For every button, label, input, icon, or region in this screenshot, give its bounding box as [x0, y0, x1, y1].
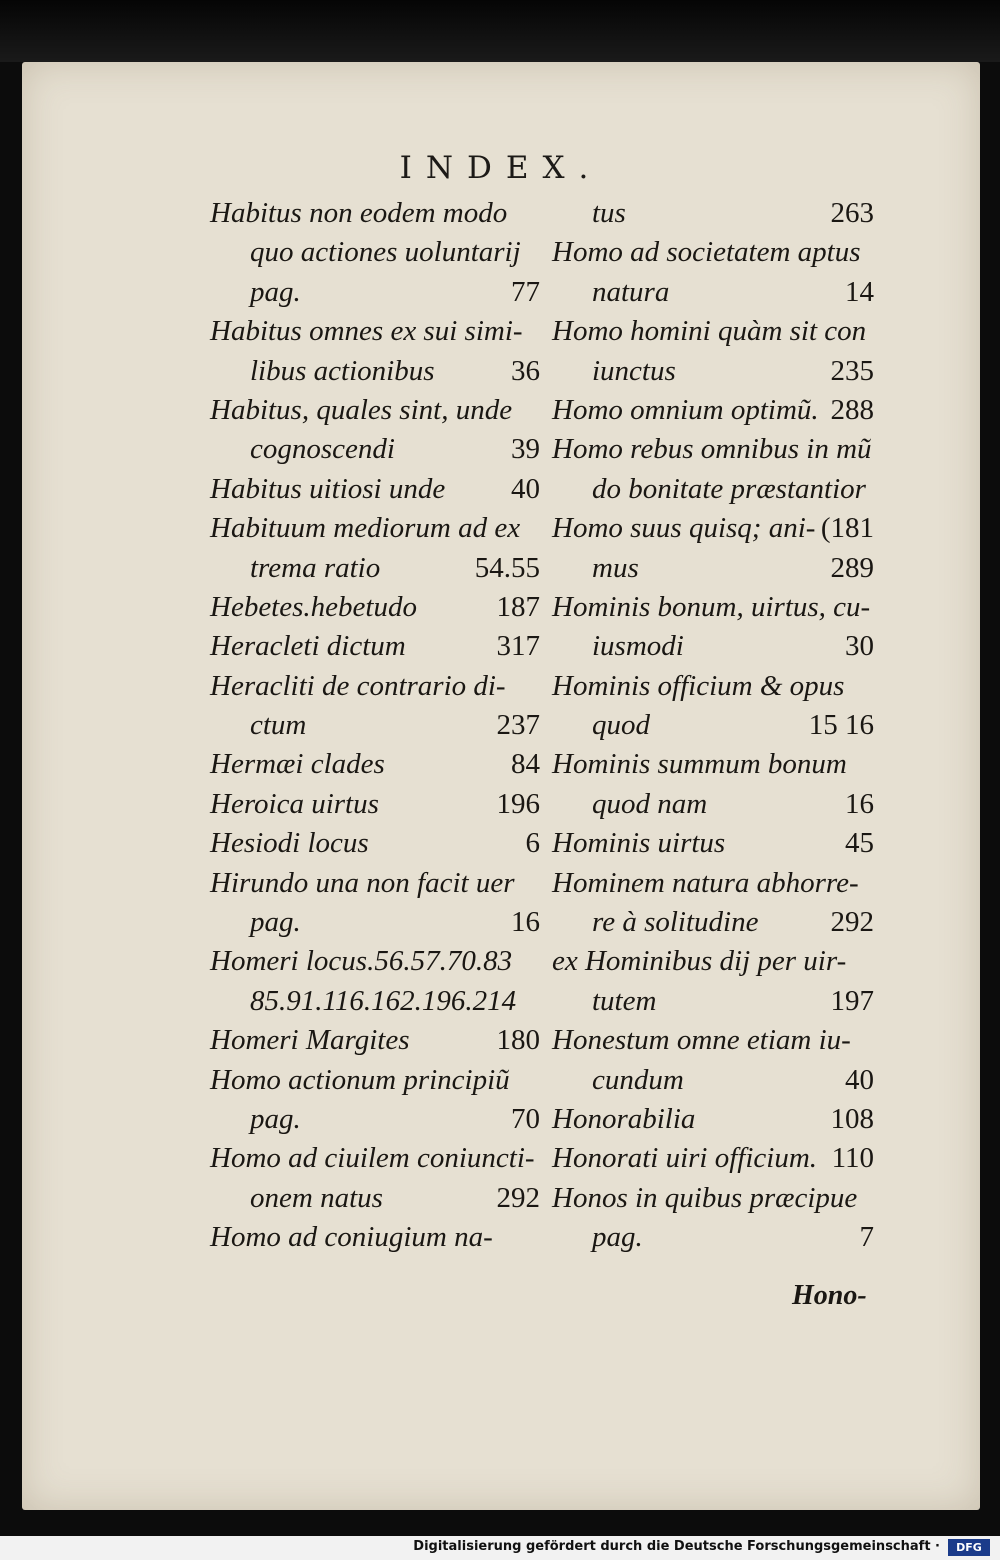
index-entry-line — [210, 785, 540, 824]
index-entry-line — [210, 667, 540, 706]
index-entry-line — [552, 942, 874, 981]
page-title: INDEX. — [399, 150, 603, 186]
entry-text: Hesiodi locus — [210, 827, 369, 860]
catchword: Hono- — [792, 1280, 867, 1311]
page-number: 84 — [511, 748, 540, 781]
entry-text: Homeri locus.56.57.70.83 — [210, 945, 513, 978]
index-entry-line — [210, 273, 540, 312]
index-entry-line — [210, 942, 540, 981]
entry-text: iusmodi — [592, 630, 684, 663]
index-entry-line — [552, 1179, 874, 1218]
page-number: 16 — [511, 906, 540, 939]
index-entry-line — [210, 549, 540, 588]
entry-text: Heracleti dictum — [210, 630, 406, 663]
entry-text: natura — [592, 275, 670, 308]
page-number: 187 — [496, 590, 540, 623]
index-entry-line — [210, 903, 540, 942]
page-number: 30 — [845, 630, 874, 663]
index-entry-line — [210, 1100, 540, 1139]
page-number: (181 — [820, 512, 874, 545]
index-entry-line — [210, 312, 540, 351]
index-entry-line — [552, 785, 874, 824]
index-entry-line — [210, 1061, 540, 1100]
index-entry-line — [210, 864, 540, 903]
index-entry-line — [210, 509, 540, 548]
index-entry-line — [552, 1139, 874, 1178]
index-entry-line — [210, 233, 540, 272]
entry-text: Hominis uirtus — [552, 827, 726, 860]
index-entry-line — [552, 1061, 874, 1100]
entry-text: pag. — [250, 1102, 301, 1135]
page-number: 263 — [830, 197, 874, 229]
entry-text: Habitus, quales sint, unde — [210, 393, 513, 426]
entry-text: Homo homini quàm sit con — [552, 315, 867, 348]
index-entry-line — [552, 667, 874, 706]
entry-text: mus — [592, 551, 639, 584]
index-entry-line — [552, 982, 874, 1021]
entry-text: libus actionibus — [250, 354, 435, 387]
entry-text: Hirundo una non facit uer — [210, 866, 515, 899]
index-entry-line — [210, 430, 540, 469]
index-entry-line — [210, 588, 540, 627]
entry-text: quod — [592, 709, 650, 742]
entry-text: Honorati uiri officium. — [552, 1142, 818, 1175]
book-edge — [0, 0, 1000, 62]
index-entry-line — [210, 470, 540, 509]
index-column-right — [552, 194, 874, 1258]
entry-text: Homo actionum principiũ — [210, 1063, 510, 1096]
entry-text: Hominem natura abhorre- — [552, 866, 859, 899]
entry-text: Homo ad societatem aptus — [552, 236, 861, 269]
dfg-logo: DFG — [948, 1539, 990, 1556]
entry-text: Honorabilia — [552, 1102, 696, 1135]
page-number: 7 — [859, 1221, 874, 1254]
index-entry-line — [552, 1218, 874, 1257]
index-entry-line — [552, 588, 874, 627]
entry-text: Honos in quibus præcipue — [552, 1181, 858, 1214]
index-entry-line — [552, 273, 874, 312]
entry-text: Heracliti de contrario di- — [210, 669, 506, 702]
entry-text: Homo rebus omnibus in mũ — [552, 433, 872, 466]
index-entry-line — [210, 194, 540, 233]
page-number: 180 — [496, 1024, 540, 1057]
index-entry-line — [552, 470, 874, 509]
index-entry-line — [210, 1139, 540, 1178]
page-number: 235 — [830, 354, 874, 387]
entry-text: quod nam — [592, 787, 708, 820]
entry-text: Hermæi clades — [210, 748, 385, 781]
entry-text: Honestum omne etiam iu- — [552, 1024, 851, 1057]
digitization-footer — [0, 1536, 1000, 1560]
index-entry-line — [552, 233, 874, 272]
entry-text: Habituum mediorum ad ex — [210, 512, 521, 545]
page-number: 6 — [525, 827, 540, 860]
index-entry-line — [552, 627, 874, 666]
entry-text: Homo suus quisq; ani- — [552, 512, 816, 545]
page-number: 14 — [845, 275, 874, 308]
page-number: 237 — [496, 709, 540, 742]
page-number: 54.55 — [474, 551, 540, 584]
page-number: 77 — [511, 275, 540, 308]
entry-text: Habitus omnes ex sui simi- — [210, 315, 523, 348]
entry-text: Hominis summum bonum — [552, 748, 847, 781]
page-number: 110 — [831, 1142, 874, 1175]
entry-text: ex Hominibus dij per uir- — [552, 945, 847, 978]
entry-text: 85.91.116.162.196.214 — [250, 984, 517, 1017]
page-number: 197 — [830, 984, 874, 1017]
entry-text: tutem — [592, 984, 657, 1017]
index-entry-line — [210, 1021, 540, 1060]
entry-text: Homo ad coniugium na- — [210, 1221, 493, 1254]
index-entry-line — [552, 706, 874, 745]
entry-text: Habitus non eodem modo — [210, 197, 508, 229]
entry-text: quo actiones uoluntarij — [250, 236, 521, 269]
entry-text: pag. — [250, 275, 301, 308]
index-entry-line — [552, 864, 874, 903]
entry-text: Heroica uirtus — [210, 787, 379, 820]
page-number: 40 — [845, 1063, 874, 1096]
index-entry-line — [210, 391, 540, 430]
entry-text: pag. — [250, 906, 301, 939]
page-number: 36 — [511, 354, 540, 387]
footer-credit: Digitalisierung gefördert durch die Deutsche Forschungsgemeinschaft · — [413, 1539, 940, 1554]
page-number: 15 16 — [808, 709, 874, 742]
entry-text: pag. — [592, 1221, 643, 1254]
entry-text: Homo ad ciuilem coniuncti- — [210, 1142, 535, 1175]
page-number: 40 — [511, 472, 540, 505]
index-entry-line — [210, 1179, 540, 1218]
page-number: 45 — [845, 827, 874, 860]
index-entry-line — [552, 903, 874, 942]
entry-text: Hebetes.hebetudo — [210, 590, 417, 623]
index-entry-line — [552, 194, 874, 233]
entry-text: iunctus — [592, 354, 676, 387]
index-entry-line — [552, 1100, 874, 1139]
entry-text: onem natus — [250, 1181, 383, 1214]
index-entry-line — [552, 549, 874, 588]
page-number: 288 — [830, 393, 874, 426]
entry-text: cundum — [592, 1063, 684, 1096]
entry-text: re à solitudine — [592, 906, 759, 939]
entry-text: trema ratio — [250, 551, 381, 584]
index-entry-line — [552, 509, 874, 548]
index-entry-line — [210, 627, 540, 666]
index-entry-line — [210, 706, 540, 745]
index-entry-line — [210, 745, 540, 784]
entry-text: Hominis officium & opus — [552, 669, 845, 702]
book-page — [22, 62, 980, 1510]
entry-text: Homo omnium optimũ. — [552, 393, 819, 426]
page-number: 70 — [511, 1102, 540, 1135]
index-entry-line — [552, 745, 874, 784]
page-number: 289 — [830, 551, 874, 584]
page-number: 292 — [830, 906, 874, 939]
index-entry-line — [552, 430, 874, 469]
entry-text: Habitus uitiosi unde — [210, 472, 446, 505]
page-number: 292 — [496, 1181, 540, 1214]
index-entry-line — [210, 1218, 540, 1257]
page-number: 317 — [496, 630, 540, 663]
index-entry-line — [552, 1021, 874, 1060]
index-entry-line — [552, 824, 874, 863]
index-column-left — [210, 194, 540, 1258]
index-entry-line — [552, 312, 874, 351]
entry-text: Homeri Margites — [210, 1024, 410, 1057]
page-number: 16 — [845, 787, 874, 820]
entry-text: Hominis bonum, uirtus, cu- — [552, 590, 871, 623]
index-entry-line — [210, 982, 540, 1021]
page-number: 108 — [830, 1102, 874, 1135]
entry-text: tus — [592, 197, 626, 229]
index-entry-line — [552, 352, 874, 391]
page-number: 39 — [511, 433, 540, 466]
entry-text: do bonitate præstantior — [592, 472, 866, 505]
page-number: 196 — [496, 787, 540, 820]
index-entry-line — [210, 352, 540, 391]
index-entry-line — [552, 391, 874, 430]
index-entry-line — [210, 824, 540, 863]
entry-text: ctum — [250, 709, 307, 742]
entry-text: cognoscendi — [250, 433, 395, 466]
